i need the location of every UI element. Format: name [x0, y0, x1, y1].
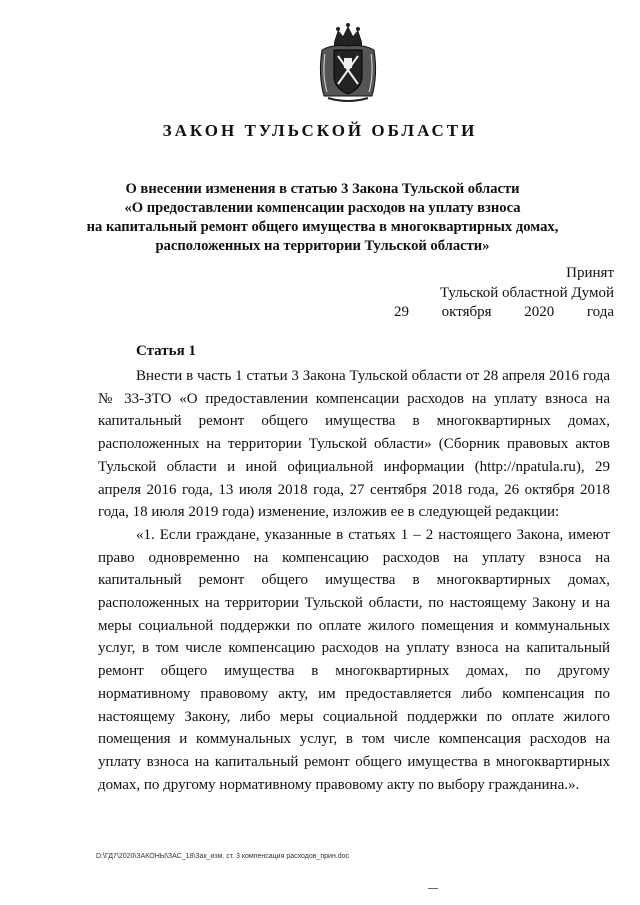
article-paragraph: «1. Если граждане, указанные в статьях 1 – 2 настоящего Закона, имеют право одновременно на компенсацию расходов на уплату взноса на капитальный ремонт общего имущества в многоквартирных домах, расположенных на территории Тульской области, по настоящему Закону и на меры социальной поддержки по оплате жилого помещения и коммунальных услуг, в том числе компенсацию расходов на уплату взноса на капитальный ремонт общего имущества в многоквартирных домах, по другому нормативному правовому акту, им предоставляется либо компенсация по настоящему Закону, либо меры социальной поддержки по оплате жилого помещения и коммунальных услуг, в том числе компенсация расходов на уплату взноса на капитальный ремонт общего имущества в многоквартирных домах, по другому нормативному правовому акту по выбору гражданина.».	[98, 526, 610, 793]
subject-line: расположенных на территории Тульской области»	[155, 238, 490, 254]
tula-coat-of-arms-icon	[316, 20, 380, 104]
law-title: ЗАКОН ТУЛЬСКОЙ ОБЛАСТИ	[162, 121, 478, 140]
subject-line: на капитальный ремонт общего имущества в многоквартирных домах,	[86, 219, 559, 235]
law-subject	[60, 180, 585, 256]
adoption-block	[394, 264, 614, 323]
adopted-year: 2020	[524, 304, 555, 320]
adopted-date	[394, 303, 614, 323]
file-path-footer: D:\ГД7\2020\ЗАКОНЫ\ЗАС_18\Зак_изм. ст. 3 компенсация расходов_прин.doc	[96, 853, 350, 860]
adopted-day: 29	[394, 304, 409, 320]
article-paragraph: Внести в часть 1 статьи 3 Закона Тульской области от 28 апреля 2016 года № 33-ЗТО «О предоставлении компенсации расходов на уплату взноса на капитальный ремонт общего имущества в многоквартирных домах, расположенных на территории Тульской области» (Сборник правовых актов Тульской области и иной официальной информации (http://npatula.ru), 29 апреля 2016 года, 13 июля 2018 года, 27 сентября 2018 года, 26 октября 2018 года, 18 июля 2019 года) изменение, изложив ее в следующей редакции:	[98, 368, 610, 521]
adopted-year-word: года	[586, 304, 614, 320]
subject-line: О внесении изменения в статью 3 Закона Тульской области	[125, 181, 520, 197]
adopted-label: Принят	[566, 265, 614, 281]
adopted-by: Тульской областной Думой	[439, 284, 614, 301]
article-body	[98, 365, 610, 796]
adopted-month: октября	[441, 304, 492, 320]
subject-line: «О предоставлении компенсации расходов на уплату взноса	[124, 200, 521, 216]
footer-divider	[428, 888, 438, 889]
article-heading: Статья 1	[136, 343, 196, 359]
